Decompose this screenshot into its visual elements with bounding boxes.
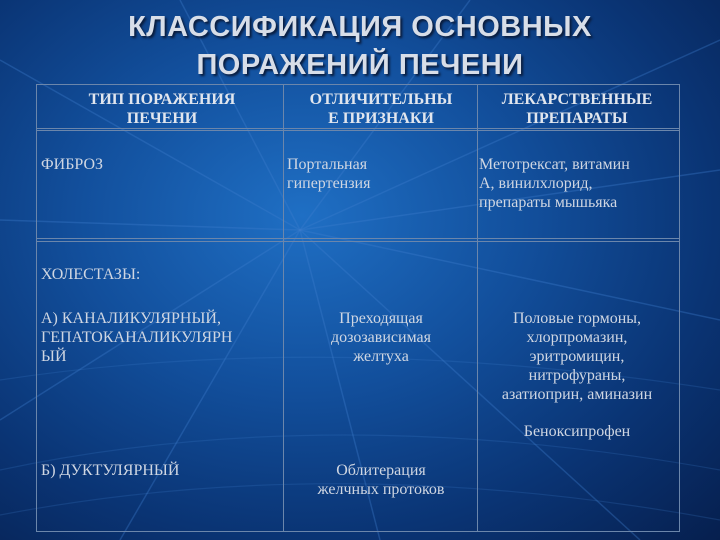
cell-canalicular-signs-line-3: желтуха <box>353 348 409 365</box>
row-divider-1-double <box>37 241 679 242</box>
cell-ductular-signs-line-1: Облитерация <box>336 462 426 479</box>
header-distinctive-signs-line-2: Е ПРИЗНАКИ <box>328 110 434 127</box>
cell-canalicular-drugs-line-2: хлорпромазин, <box>526 329 628 346</box>
slide-title-line-1: КЛАССИФИКАЦИЯ ОСНОВНЫХ <box>128 11 592 43</box>
cell-fibrosis-drugs-line-2: А, винилхлорид, <box>479 175 593 192</box>
cell-ductular-signs <box>287 461 475 499</box>
row-divider-1 <box>37 238 679 239</box>
header-drugs <box>479 90 675 128</box>
cell-canalicular-signs-line-1: Преходящая <box>339 310 423 327</box>
cell-fibrosis-drugs-line-3: препараты мышьяка <box>479 194 618 211</box>
header-drugs-line-2: ПРЕПАРАТЫ <box>526 110 628 127</box>
cell-fibrosis-drugs-line-1: Метотрексат, витамин <box>479 156 630 173</box>
cell-canalicular-drugs-line-1: Половые гормоны, <box>512 310 642 327</box>
cell-canalicular-drugs-line-4: нитрофураны, <box>528 367 626 384</box>
header-distinctive-signs-line-1: ОТЛИЧИТЕЛЬНЫ <box>309 91 453 108</box>
cell-canalicular-drugs <box>479 309 675 441</box>
cell-cholestasis-type: ХОЛЕСТАЗЫ: <box>41 266 141 283</box>
cell-ductular-type: Б) ДУКТУЛЯРНЫЙ <box>41 462 180 479</box>
column-divider-1 <box>283 85 284 531</box>
cell-canalicular-type-line-1: А) КАНАЛИКУЛЯРНЫЙ, <box>41 310 221 327</box>
column-divider-2 <box>477 85 478 531</box>
header-divider-double <box>37 130 679 131</box>
cell-canalicular-drugs-line-3: эритромицин, <box>529 348 625 365</box>
cell-canalicular-signs <box>287 309 475 366</box>
header-distinctive-signs <box>287 90 475 128</box>
slide-title <box>0 8 720 84</box>
cell-canalicular-type <box>41 309 283 366</box>
cell-fibrosis-signs-line-1: Портальная <box>287 156 368 173</box>
header-lesion-type-line-2: ПЕЧЕНИ <box>126 110 198 127</box>
cell-canalicular-drugs-line-5: азатиоприн, аминазин <box>501 386 653 403</box>
header-divider <box>37 128 679 129</box>
cell-canalicular-type-line-2: ГЕПАТОКАНАЛИКУЛЯРН <box>41 329 233 346</box>
header-lesion-type <box>41 90 283 128</box>
cell-fibrosis-type: ФИБРОЗ <box>41 156 104 173</box>
cell-fibrosis-drugs <box>479 155 675 212</box>
cell-canalicular-type-line-3: ЫЙ <box>41 348 67 365</box>
cell-ductular-signs-line-2: желчных протоков <box>317 481 445 498</box>
cell-fibrosis-signs-line-2: гипертензия <box>287 175 371 192</box>
cell-fibrosis-signs <box>287 155 475 193</box>
header-drugs-line-1: ЛЕКАРСТВЕННЫЕ <box>501 91 653 108</box>
cell-canalicular-signs-line-2: дозозависимая <box>330 329 432 346</box>
header-lesion-type-line-1: ТИП ПОРАЖЕНИЯ <box>88 91 236 108</box>
cell-canalicular-drugs-line-6: Беноксипрофен <box>523 423 631 440</box>
slide-title-line-2: ПОРАЖЕНИЙ ПЕЧЕНИ <box>196 49 524 81</box>
classification-table <box>36 84 680 532</box>
